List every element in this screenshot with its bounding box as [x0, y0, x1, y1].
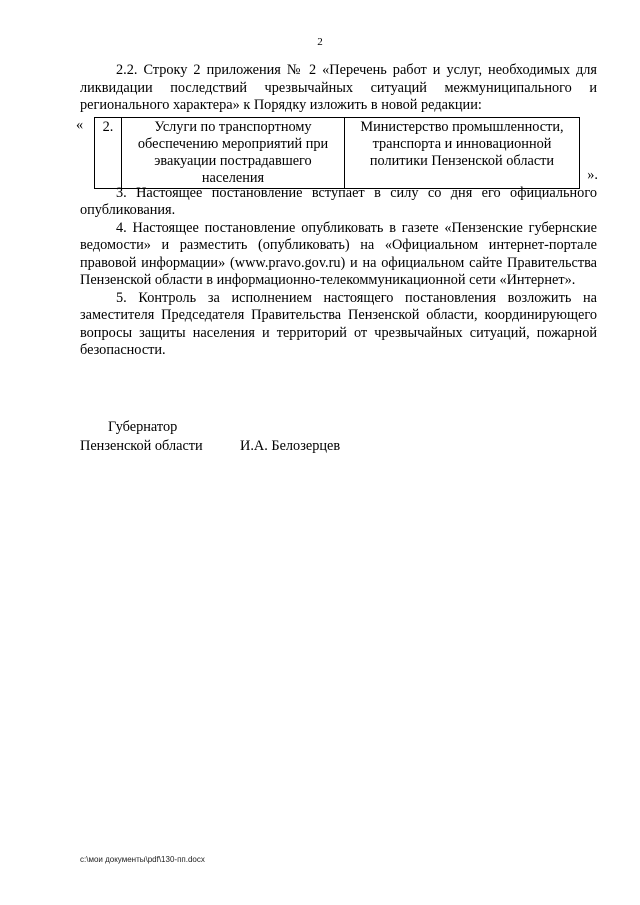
- paragraph-3: 3. Настоящее постановление вступает в силу со дня его официального опубликования.: [80, 184, 597, 218]
- amended-row-block: [76, 116, 598, 187]
- close-quote: ».: [587, 167, 598, 183]
- service-cell: Услуги по транспортному обеспечению мероприятий при эвакуации пострадавшего населения: [122, 117, 345, 189]
- amended-row-table: [94, 117, 580, 190]
- paragraph-2-2: 2.2. Строку 2 приложения № 2 «Перечень работ и услуг, необходимых для ликвидации последствий чрезвычайных ситуаций межмуниципального и регионального характера» к Порядку изложить в новой редакции:: [80, 62, 597, 113]
- table-row: [95, 117, 580, 189]
- open-quote: «: [76, 116, 84, 133]
- signatory-title-line1: Губернатор: [108, 419, 178, 435]
- document-body: [76, 62, 598, 360]
- footer-file-path: c:\мои документы\pdf\130-пп.docx: [80, 855, 205, 864]
- paragraph-5: 5. Контроль за исполнением настоящего постановления возложить на заместителя Председателя Правительства Пензенской области, координирующего вопросы защиты населения и территорий от чрезвычайных ситуаций, пожарной безопасности.: [80, 289, 597, 358]
- page-number: 2: [317, 36, 323, 48]
- signatory-title-line2: Пензенской области: [80, 438, 203, 454]
- signatory-name: И.А. Белозерцев: [240, 438, 341, 454]
- ministry-cell: Министерство промышленности, транспорта и инновационной политики Пензенской области: [345, 117, 580, 189]
- paragraph-4: 4. Настоящее постановление опубликовать в газете «Пензенские губернские ведомости» и разместить (опубликовать) на «Официальном интернет-портале правовой информации» (www.pravo.gov.ru) и на официальном сайте Правительства Пензенской области в информационно-телекоммуникационной сети «Интернет».: [80, 219, 597, 288]
- row-number-cell: 2.: [95, 117, 122, 189]
